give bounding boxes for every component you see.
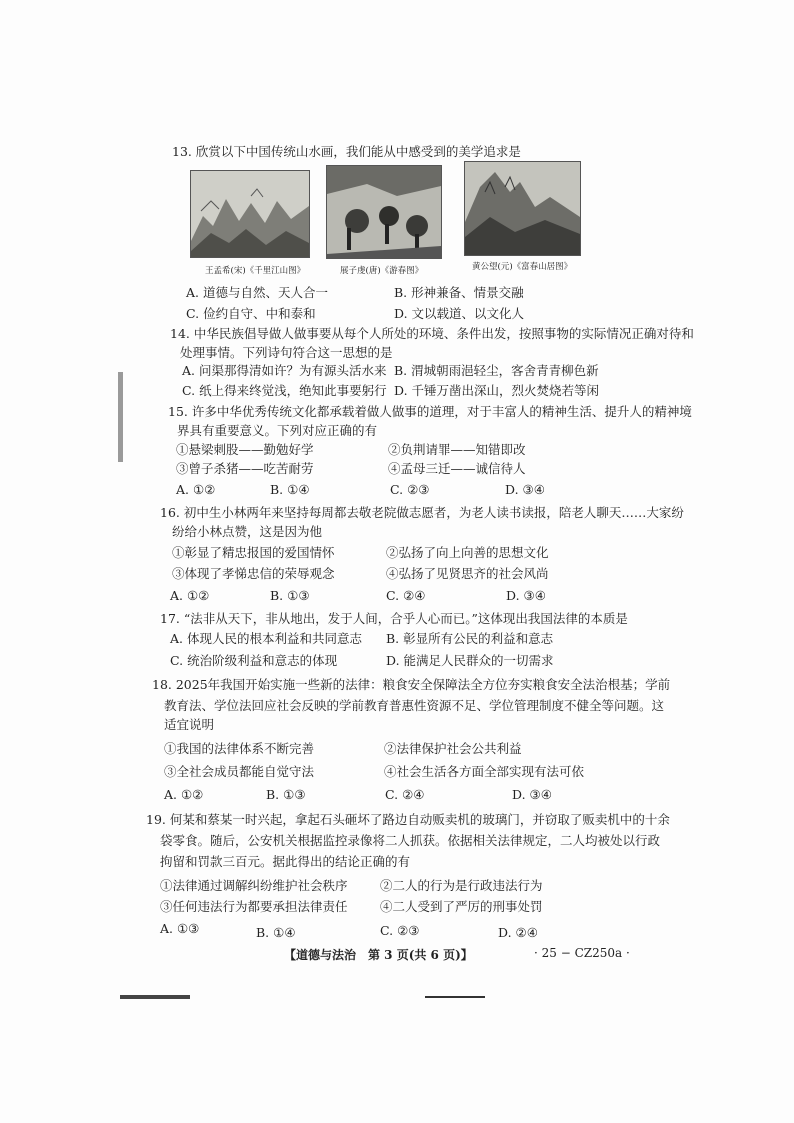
q14-option-b: B. 渭城朝雨浥轻尘，客舍青青柳色新 [394,363,599,378]
q16-stem-line-2: 纷给小林点赞，这是因为他 [172,524,323,539]
q19-stem-line-1: 19. 何某和蔡某一时兴起，拿起石头砸坏了路边自动贩卖机的玻璃门，并窃取了贩卖机中的十余 [146,812,670,827]
q18-answer-c: C. ②④ [385,787,425,802]
page-footer-subject: 【道德与法治 第 3 页(共 6 页)】 [284,948,473,962]
q13-stem: 13. 欣赏以下中国传统山水画，我们能从中感受到的美学追求是 [172,144,521,159]
q14-stem-line-2: 处理事情。下列诗句符合这一思想的是 [180,345,393,360]
q13-option-a: A. 道德与自然、天人合一 [186,285,328,300]
q15-answer-d: D. ③④ [505,482,545,497]
q18-answer-b: B. ①③ [266,787,306,802]
q16-stem-line-1: 16. 初中生小林两年来坚持每周都去敬老院做志愿者，为老人读书读报，陪老人聊天……大家纷 [160,505,684,520]
q18-item-2: ②法律保护社会公共利益 [384,741,522,756]
scan-edge-bottom-left [120,995,190,999]
q18-stem-line-2: 教育法、学位法回应社会反映的学前教育普惠性资源不足、学位管理制度不健全等问题。这 [164,698,665,713]
painting-fuchun-shanju-tu [464,161,581,256]
q16-item-3: ③体现了孝悌忠信的荣辱观念 [172,566,335,581]
q15-item-4: ④孟母三迁——诚信待人 [388,461,526,476]
painting-you-chun-tu [326,165,442,259]
q18-item-1: ①我国的法律体系不断完善 [164,741,315,756]
q19-answer-b: B. ①④ [256,925,296,940]
q13-option-d: D. 文以载道、以文化人 [394,306,525,321]
q17-option-c: C. 统治阶级利益和意志的体现 [170,653,338,668]
painting-caption-1: 王孟希(宋)《千里江山图》 [205,266,306,276]
q19-answer-a: A. ①③ [160,921,200,936]
q19-stem-line-3: 拘留和罚款三百元。据此得出的结论正确的有 [160,854,411,869]
q15-stem-line-1: 15. 许多中华优秀传统文化都承载着做人做事的道理，对于丰富人的精神生活、提升人的精神境 [168,404,692,419]
q15-stem-line-2: 界具有重要意义。下列对应正确的有 [177,423,378,438]
q15-answer-b: B. ①④ [270,482,310,497]
q15-item-2: ②负荆请罪——知错即改 [388,442,526,457]
q17-option-a: A. 体现人民的根本利益和共同意志 [170,631,362,646]
q19-answer-c: C. ②③ [380,923,420,938]
q15-answer-c: C. ②③ [390,482,430,497]
q19-item-3: ③任何违法行为都要承担法律责任 [160,899,348,914]
q17-option-b: B. 彰显所有公民的利益和意志 [386,631,554,646]
q19-answer-d: D. ②④ [498,925,538,940]
q16-item-1: ①彰显了精忠报国的爱国情怀 [172,545,335,560]
q16-answer-c: C. ②④ [386,588,426,603]
q14-option-c: C. 纸上得来终觉浅，绝知此事要躬行 [182,383,387,398]
q19-item-2: ②二人的行为是行政违法行为 [380,878,543,893]
q16-answer-b: B. ①③ [270,588,310,603]
q18-stem-line-3: 适宜说明 [164,717,215,732]
q16-answer-a: A. ①② [170,588,210,603]
q16-item-4: ④弘扬了见贤思齐的社会风尚 [386,566,549,581]
scan-edge-bottom-right [425,996,485,998]
q15-item-1: ①悬梁刺股——勤勉好学 [176,442,314,457]
q18-stem-line-1: 18. 2025年我国开始实施一些新的法律：粮食安全保障法全方位夯实粮食安全法治根基；学前 [152,677,671,692]
q19-item-4: ④二人受到了严厉的刑事处罚 [380,899,543,914]
q18-answer-a: A. ①② [164,787,204,802]
scan-edge-left [118,372,123,462]
q18-answer-d: D. ③④ [512,787,552,802]
page-footer-code: · 25 − CZ250a · [534,946,630,960]
q18-item-3: ③全社会成员都能自觉守法 [164,764,315,779]
q14-option-a: A. 问渠那得清如许？为有源头活水来 [182,363,387,378]
q15-item-3: ③曾子杀猪——吃苦耐劳 [176,461,314,476]
q14-option-d: D. 千锤万凿出深山，烈火焚烧若等闲 [394,383,600,398]
q14-stem-line-1: 14. 中华民族倡导做人做事要从每个人所处的环境、条件出发，按照事物的实际情况正确对待和 [170,326,694,341]
q18-item-4: ④社会生活各方面全部实现有法可依 [384,764,585,779]
q17-stem: 17. “法非从天下，非从地出，发于人间，合乎人心而已。”这体现出我国法律的本质是 [160,611,628,626]
painting-caption-3: 黄公望(元)《富春山居图》 [472,262,573,272]
q13-option-b: B. 形神兼备、情景交融 [394,285,524,300]
q19-stem-line-2: 袋零食。随后，公安机关根据监控录像将二人抓获。依据相关法律规定，二人均被处以行政 [160,833,661,848]
q13-option-c: C. 俭约自守、中和泰和 [186,306,316,321]
painting-caption-2: 展子虔(唐)《游春图》 [340,266,424,276]
q16-answer-d: D. ③④ [506,588,546,603]
q15-answer-a: A. ①② [176,482,216,497]
painting-qianli-jiangshan [190,170,310,258]
q17-option-d: D. 能满足人民群众的一切需求 [386,653,554,668]
q19-item-1: ①法律通过调解纠纷维护社会秩序 [160,878,348,893]
q16-item-2: ②弘扬了向上向善的思想文化 [386,545,549,560]
